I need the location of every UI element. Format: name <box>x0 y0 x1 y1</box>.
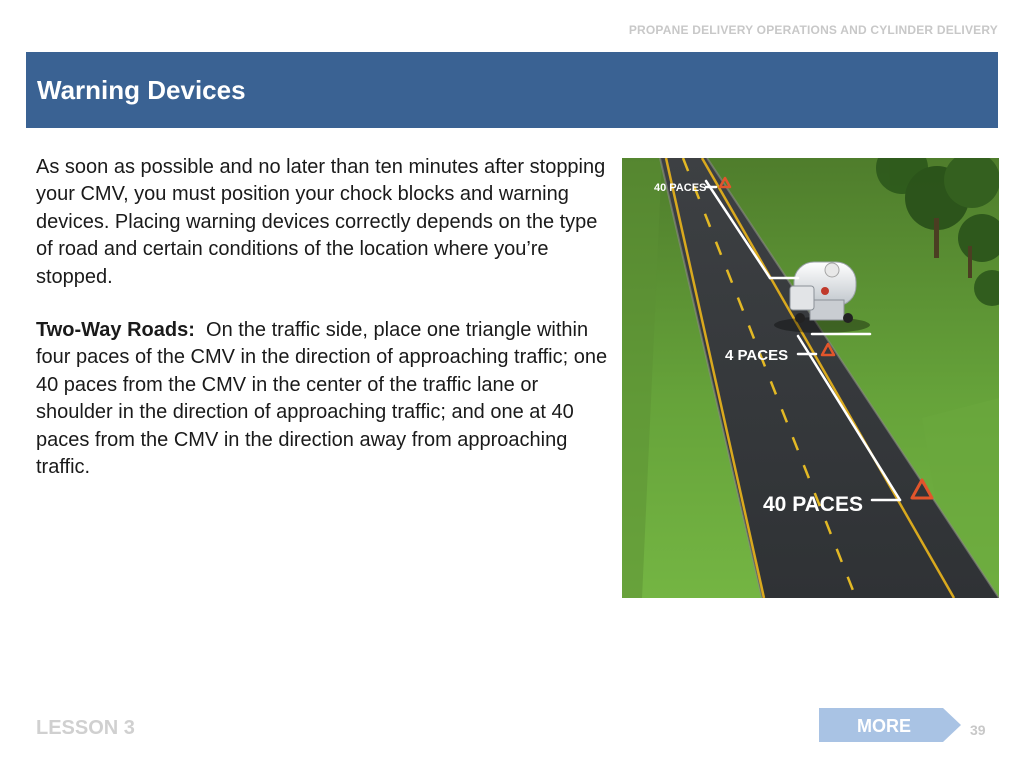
more-button[interactable] <box>819 708 961 742</box>
figure-label-far: 40 PACES <box>654 182 707 194</box>
figure-label-foreground: 40 PACES <box>763 493 863 516</box>
two-way-roads-text: On the traffic side, place one triangle within four paces of the CMV in the direction of approaching traffic; one 40 paces from the CMV in the center of the traffic lane or shoulder in the direction of approaching traffic; and one at 40 paces from the CMV in the direction away from approaching traffic. <box>36 319 608 479</box>
two-way-roads-heading: Two-Way Roads: <box>36 319 195 342</box>
intro-paragraph: As soon as possible and no later than ten minutes after stopping your CMV, you must position your chock blocks and warning devices. Placing warning devices correctly depends on the type of road and certain conditions of the location where you’re stopped. <box>36 156 606 288</box>
lesson-label: LESSON 3 <box>36 717 135 739</box>
course-title: PROPANE DELIVERY OPERATIONS AND CYLINDER DELIVERY <box>628 23 998 37</box>
title-banner <box>26 52 998 128</box>
two-way-roads-paragraph <box>36 317 616 481</box>
more-button-label: MORE <box>857 716 911 736</box>
body-text <box>36 154 616 507</box>
figure-label-near: 4 PACES <box>725 347 789 364</box>
page-number: 39 <box>970 722 986 738</box>
warning-device-placement-illustration <box>622 158 999 598</box>
slide-title: Warning Devices <box>37 75 246 105</box>
